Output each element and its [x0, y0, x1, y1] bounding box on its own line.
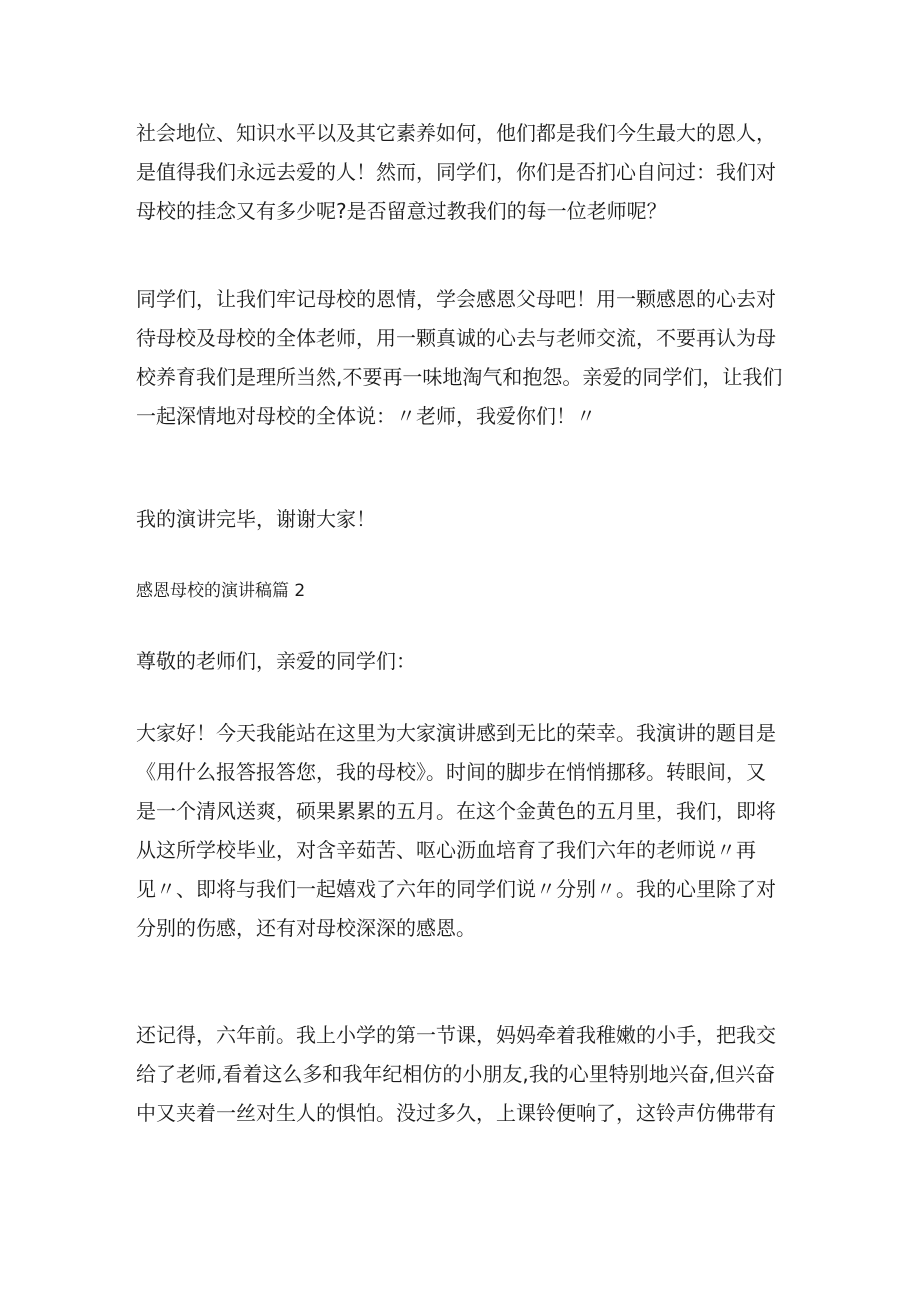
paragraph-3: [136, 500, 786, 539]
salutation: [136, 642, 786, 681]
text-line: 大家好！今天我能站在这里为大家演讲感到无比的荣幸。我演讲的题目是: [136, 721, 776, 745]
text-line: 还记得，六年前。我上小学的第一节课，妈妈牵着我稚嫩的小手，把我交: [136, 1023, 776, 1047]
text-line: 《用什么报答报答您，我的母校》。时间的脚步在悄悄挪移。转眼间，又: [136, 760, 766, 784]
text-line: 一起深情地对母校的全体说：〃老师，我爱你们！〃: [136, 404, 596, 428]
heading-text: 感恩母校的演讲稿篇 2: [136, 581, 306, 601]
paragraph-7: [136, 1016, 786, 1133]
text-line: 是值得我们永远去爱的人！然而，同学们，你们是否扪心自问过：我们对: [136, 160, 776, 184]
text-line: 社会地位、知识水平以及其它素养如何，他们都是我们今生最大的恩人，: [136, 121, 776, 145]
paragraph-2: [136, 280, 786, 436]
text-line: 校养育我们是理所当然,不要再一味地淘气和抱怨。亲爱的同学们，让我们: [136, 365, 783, 389]
paragraph-6: [136, 714, 786, 948]
paragraph-1: [136, 114, 786, 231]
text-line: 中又夹着一丝对生人的惧怕。没过多久，上课铃便响了，这铃声仿佛带有: [136, 1101, 776, 1125]
text-line: 母校的挂念又有多少呢?是否留意过教我们的每一位老师呢？: [136, 199, 667, 223]
text-line: 尊敬的老师们，亲爱的同学们：: [136, 649, 416, 673]
text-line: 待母校及母校的全体老师，用一颗真诚的心去与老师交流，不要再认为母: [136, 326, 776, 350]
text-line: 从这所学校毕业，对含辛茹苦、呕心沥血培育了我们六年的老师说〃再: [136, 838, 756, 862]
text-line: 是一个清风送爽，硕果累累的五月。在这个金黄色的五月里，我们，即将: [136, 799, 776, 823]
text-line: 我的演讲完毕，谢谢大家！: [136, 507, 376, 531]
text-line: 给了老师,看着这么多和我年纪相仿的小朋友,我的心里特别地兴奋,但兴奋: [136, 1062, 776, 1086]
text-line: 见〃、即将与我们一起嬉戏了六年的同学们说〃分别〃。我的心里除了对: [136, 877, 776, 901]
section-heading: [136, 572, 786, 611]
text-line: 同学们，让我们牢记母校的恩情，学会感恩父母吧！用一颗感恩的心去对: [136, 287, 776, 311]
text-line: 分别的伤感，还有对母校深深的感恩。: [136, 916, 476, 940]
